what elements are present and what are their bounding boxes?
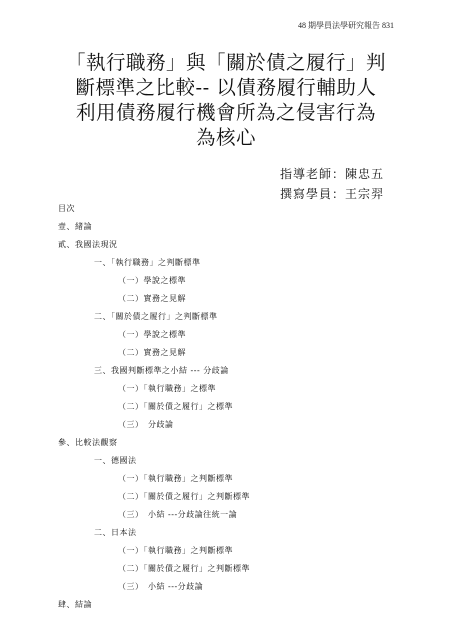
toc-item: 二、「關於債之履行」之判斷標準 bbox=[94, 312, 218, 321]
toc-item: （一）學說之標準 bbox=[118, 276, 186, 285]
toc-item: （二）「關於債之履行」之判斷標準 bbox=[118, 564, 250, 573]
advisor-line: 指導老師：陳忠五 bbox=[279, 167, 384, 181]
toc-item: 一、德國法 bbox=[94, 456, 137, 465]
toc-item: （二）實務之見解 bbox=[118, 294, 186, 303]
toc-item: 一、「執行職務」之判斷標準 bbox=[94, 258, 201, 267]
title-line-1: 「執行職務」與「關於債之履行」判 bbox=[65, 51, 386, 74]
writer-line: 撰寫學員：王宗羿 bbox=[279, 187, 384, 201]
page-header: 48 期學員法學研究報告 831 bbox=[298, 21, 394, 30]
toc-item: （二）「關於債之履行」之判斷標準 bbox=[118, 492, 250, 501]
toc-item: （一）「執行職務」之判斷標準 bbox=[118, 546, 233, 555]
toc-item: 參、比較法觀察 bbox=[58, 438, 118, 447]
toc-item: （三） 分歧論 bbox=[118, 420, 174, 429]
toc-item: （三） 小結 ---分歧論 bbox=[118, 582, 204, 591]
toc-item: （二）實務之見解 bbox=[118, 348, 186, 357]
title-line-2: 斷標準之比較-- 以債務履行輔助人 bbox=[75, 76, 377, 99]
toc-item: （三） 小結 ---分歧論往統一論 bbox=[118, 510, 238, 519]
toc-heading: 目次 bbox=[58, 204, 75, 213]
toc-item: 壹、緒論 bbox=[58, 222, 92, 231]
toc-item: （一）學說之標準 bbox=[118, 330, 186, 339]
toc-item: （一）「執行職務」之標準 bbox=[118, 384, 216, 393]
toc-item: （一）「執行職務」之判斷標準 bbox=[118, 474, 233, 483]
paper-title bbox=[0, 50, 452, 150]
toc-item: 二、日本法 bbox=[94, 528, 137, 537]
title-line-4: 為核心 bbox=[195, 126, 256, 149]
toc-item: （二）「關於債之履行」之標準 bbox=[118, 402, 233, 411]
toc-item: 貳、我國法現況 bbox=[58, 240, 118, 249]
title-line-3: 利用債務履行機會所為之侵害行為 bbox=[75, 101, 376, 124]
toc-item: 三、我國判斷標準之小結 --- 分歧論 bbox=[94, 366, 229, 375]
toc-item: 肆、結論 bbox=[58, 600, 92, 609]
